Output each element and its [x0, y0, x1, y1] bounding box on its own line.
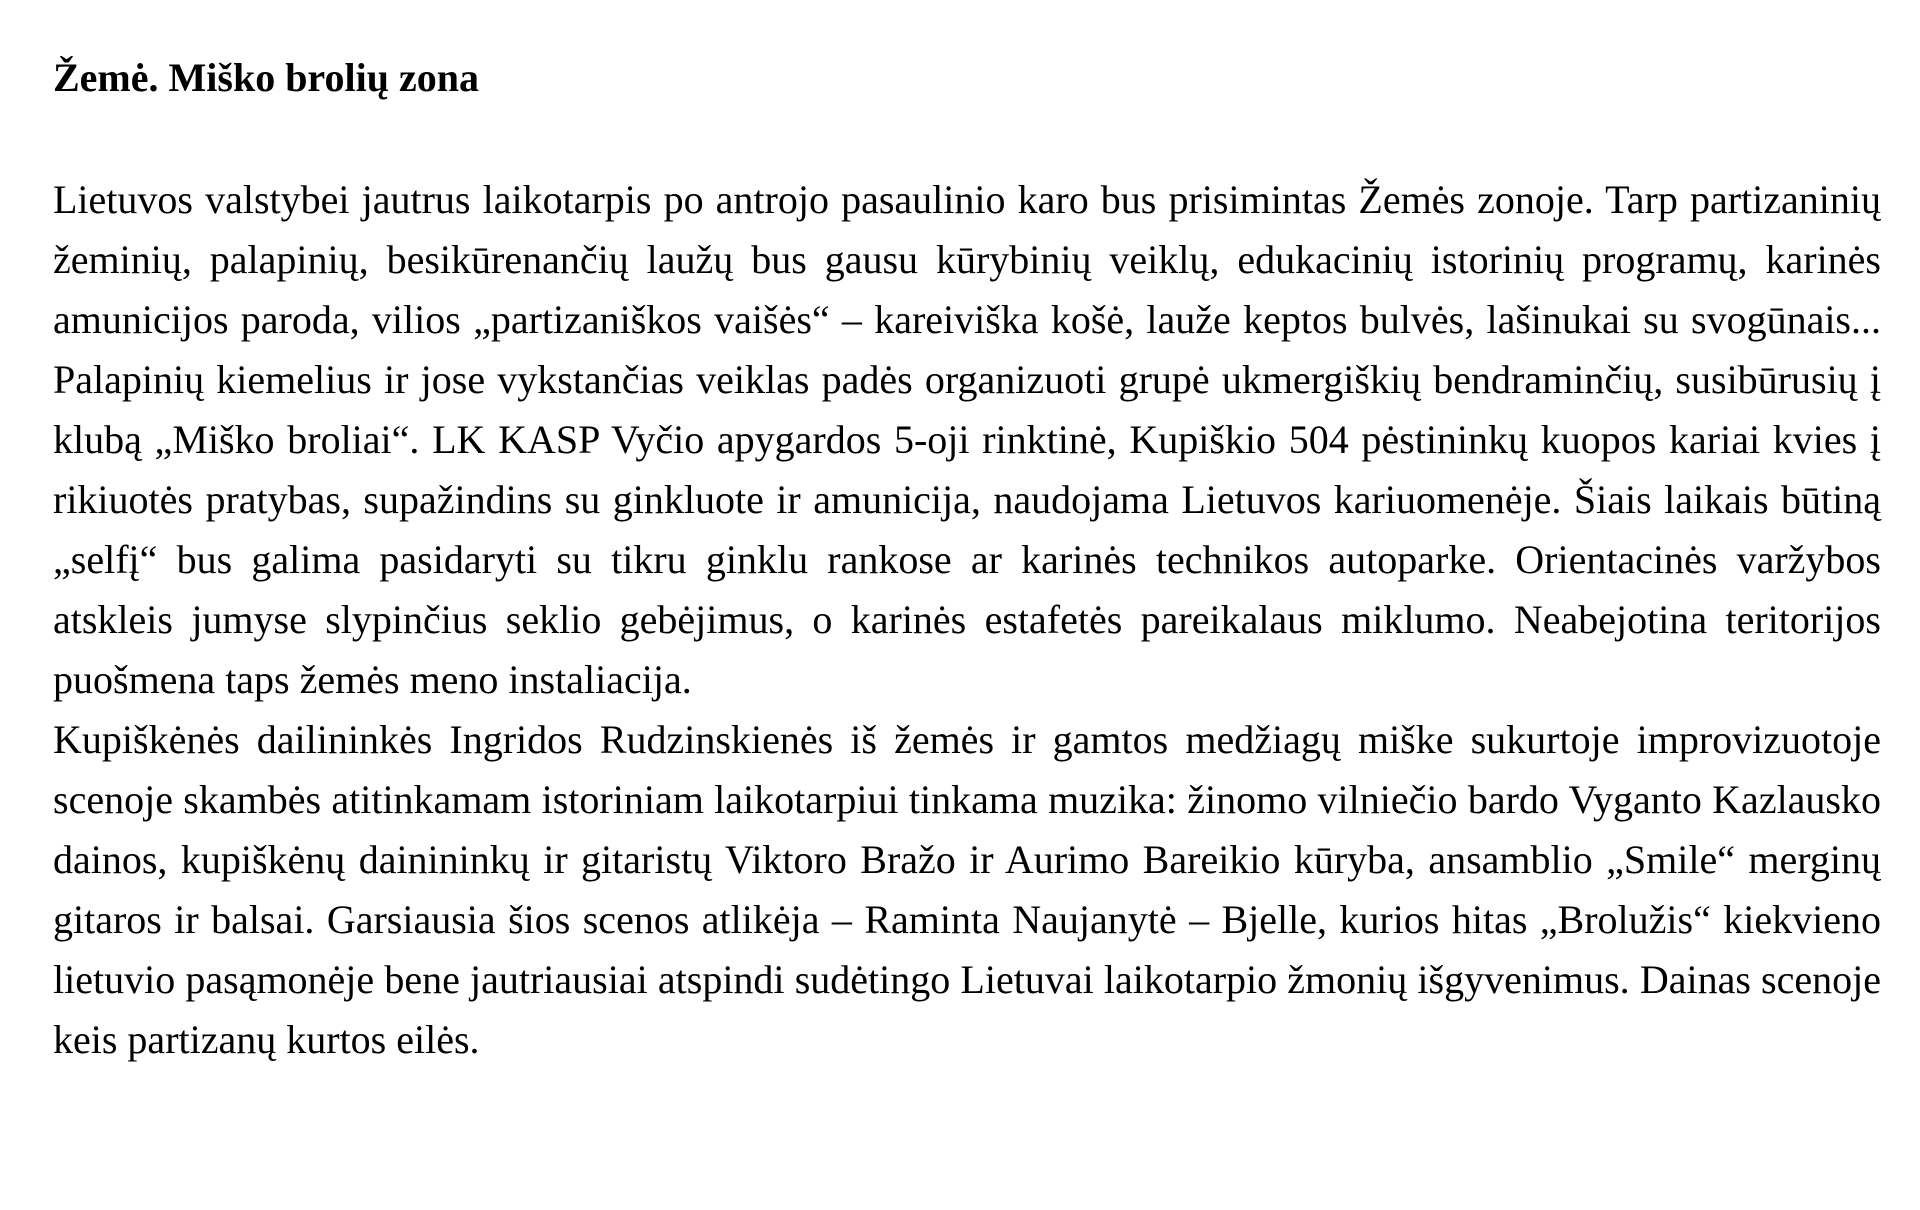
document-title: Žemė. Miško brolių zona — [53, 55, 479, 100]
paragraph: Kupiškėnės dailininkės Ingridos Rudzinskienės iš žemės ir gamtos medžiagų miške sukurtoje improvizuotoje scenoje skambės atitinkamam istoriniam laikotarpiui tinkama muzika: žinomo vilniečio bardo Vyganto Kazlausko dainos, kupiškėnų dainininkų ir gitaristų Viktoro Bražo ir Aurimo Bareikio kūryba, ansamblio „Smile“ merginų gitaros ir balsai. Garsiausia šios scenos atlikėja – Raminta Naujanytė – Bjelle, kurios hitas „Brolužis“ kiekvieno lietuvio pasąmonėje bene jautriausiai atspindi sudėtingo Lietuvai laikotarpio žmonių išgyvenimus. Dainas scenoje keis partizanų kurtos eilės. — [53, 717, 1881, 1062]
paragraph: Lietuvos valstybei jautrus laikotarpis po antrojo pasaulinio karo bus prisimintas Žemės zonoje. Tarp partizaninių žeminių, palapinių, besikūrenančių laužų bus gausu kūrybinių veiklų, edukacinių istorinių programų, karinės amunicijos paroda, vilios „partizaniškos vaišės“ – kareiviška košė, lauže keptos bulvės, lašinukai su svogūnais... Palapinių kiemelius ir jose vykstančias veiklas padės organizuoti grupė ukmergiškių bendraminčių, susibūrusių į klubą „Miško broliai“. LK KASP Vyčio apygardos 5-oji rinktinė, Kupiškio 504 pėstininkų kuopos kariai kvies į rikiuotės pratybas, supažindins su ginkluote ir amunicija, naudojama Lietuvos kariuomenėje. Šiais laikais būtiną „selfį“ bus galima pasidaryti su tikru ginklu rankose ar karinės technikos autoparke. Orientacinės varžybos atskleis jumyse slypinčius seklio gebėjimus, o karinės estafetės pareikalaus miklumo. Neabejotina teritorijos puošmena taps žemės meno instaliacija. — [53, 177, 1881, 702]
document-body — [53, 170, 1881, 1070]
